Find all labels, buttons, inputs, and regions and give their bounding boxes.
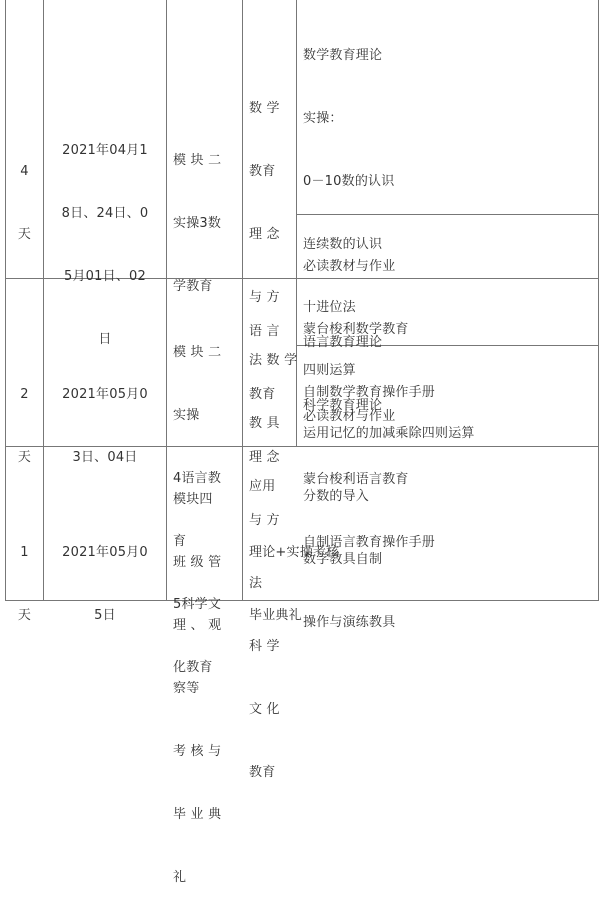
- row1-content-line: 0－10数的认识: [303, 174, 395, 189]
- row3-module-line: 模块四: [173, 492, 213, 507]
- row2-dates-line: 2021年05月0: [62, 387, 148, 402]
- table-border-right: [598, 0, 599, 601]
- row2-module-line: 化教育: [173, 660, 213, 675]
- row1-content-line: 运用记忆的加减乘除四则运算: [303, 426, 475, 441]
- row2-days-unit: 天: [17, 450, 32, 465]
- row2-reading-line: 必读教材与作业: [303, 409, 396, 424]
- row2-course-line: 教育: [249, 765, 276, 780]
- row2-module-line: 4语言教: [173, 471, 222, 486]
- row1-dates-line: 8日、24日、0: [61, 206, 149, 221]
- row1-content-line: 实操：: [303, 111, 343, 126]
- row1-reading-line: 自制数学教育操作手册: [303, 385, 436, 400]
- row3-module-line: 毕 业 典: [173, 807, 222, 822]
- row2-course-line: 理 念: [249, 450, 280, 465]
- row1-course-line: 法 数 学: [249, 353, 298, 368]
- row3-module-line: 察等: [173, 681, 200, 696]
- row2-course-line: 科 学: [249, 639, 280, 654]
- row2-module-line: 模 块 二: [173, 345, 222, 360]
- row3-dates-line: 5日: [94, 608, 116, 623]
- row1-reading-line: 必读教材与作业: [303, 259, 396, 274]
- row1-content-line: 数学教具自制: [303, 552, 383, 567]
- row3-module-line: 考 核 与: [173, 744, 222, 759]
- row1-content-line: 数学教育理论: [303, 48, 383, 63]
- row1-days-number: 4: [20, 164, 29, 179]
- row1-dates: [44, 98, 166, 371]
- row1-days: [6, 119, 43, 266]
- row2-module-line: 实操: [173, 408, 200, 423]
- row1-days-unit: 天: [17, 227, 32, 242]
- row1-course-line: 教 具: [249, 416, 280, 431]
- row3-module: [173, 447, 221, 909]
- row2-reading-line: 自制语言教育操作手册: [303, 535, 436, 550]
- row2-reading-line: 蒙台梭利语言教育: [303, 472, 409, 487]
- row2-course-line: 语 言: [249, 324, 280, 339]
- row1-dates-line: 5月01日、02: [64, 269, 146, 284]
- row1-reading-line: 蒙台梭利数学教育: [303, 322, 409, 337]
- row1-module-line: 学教育: [173, 279, 213, 294]
- row3-content-line: 理论+实操考核: [249, 545, 340, 560]
- row1-content-line: 四则运算: [303, 363, 356, 378]
- row3-module-line: 班 级 管: [173, 555, 222, 570]
- row1-dates-line: 日: [98, 332, 112, 347]
- row2-dates-line: 3日、04日: [72, 450, 138, 465]
- row2-course-line: 文 化: [249, 702, 280, 717]
- row2-days: [6, 342, 43, 489]
- row1-content-line: 十进位法: [303, 300, 356, 315]
- row2-course-line: 与 方: [249, 513, 280, 528]
- row1-course-line: 数 学: [249, 101, 280, 116]
- row1-content-line: 分数的导入: [303, 489, 370, 504]
- row2-dates: [44, 342, 166, 489]
- row3-dates: [44, 500, 166, 647]
- row1-content-line: 操作与演练教具: [303, 615, 396, 630]
- row2-course-line: 法: [249, 576, 263, 591]
- row1-dates-line: 2021年04月1: [62, 143, 148, 158]
- table-col-divider-2: [166, 0, 167, 601]
- row1-content-line: 连续数的认识: [303, 237, 383, 252]
- row1-course-line: 与 方: [249, 290, 280, 305]
- table-col-divider-3: [242, 0, 243, 601]
- row1-course-line: 应用: [249, 479, 276, 494]
- row2-days-number: 2: [20, 387, 29, 402]
- row1-module: [173, 108, 221, 318]
- row1-course-line: 理 念: [249, 227, 280, 242]
- row3-days: [6, 500, 43, 647]
- row2-course-line: 教育: [249, 387, 276, 402]
- row2-content-line: 语言教育理论: [303, 335, 383, 350]
- row3-content: [249, 500, 339, 647]
- row1-course-line: 教育: [249, 164, 276, 179]
- row3-module-line: 理 、 观: [173, 618, 222, 633]
- row2-content-line: 科学教育理论: [303, 398, 383, 413]
- row3-days-unit: 天: [17, 608, 32, 623]
- row3-content-line: 毕业典礼: [249, 608, 302, 623]
- row1-module-line: 模 块 二: [173, 153, 222, 168]
- row2-module-line: 育: [173, 534, 187, 549]
- row3-days-number: 1: [20, 545, 29, 560]
- row1-module-line: 实操3数: [173, 216, 222, 231]
- row2-module-line: 5科学文: [173, 597, 222, 612]
- row3-module-line: 礼: [173, 870, 187, 885]
- row3-dates-line: 2021年05月0: [62, 545, 148, 560]
